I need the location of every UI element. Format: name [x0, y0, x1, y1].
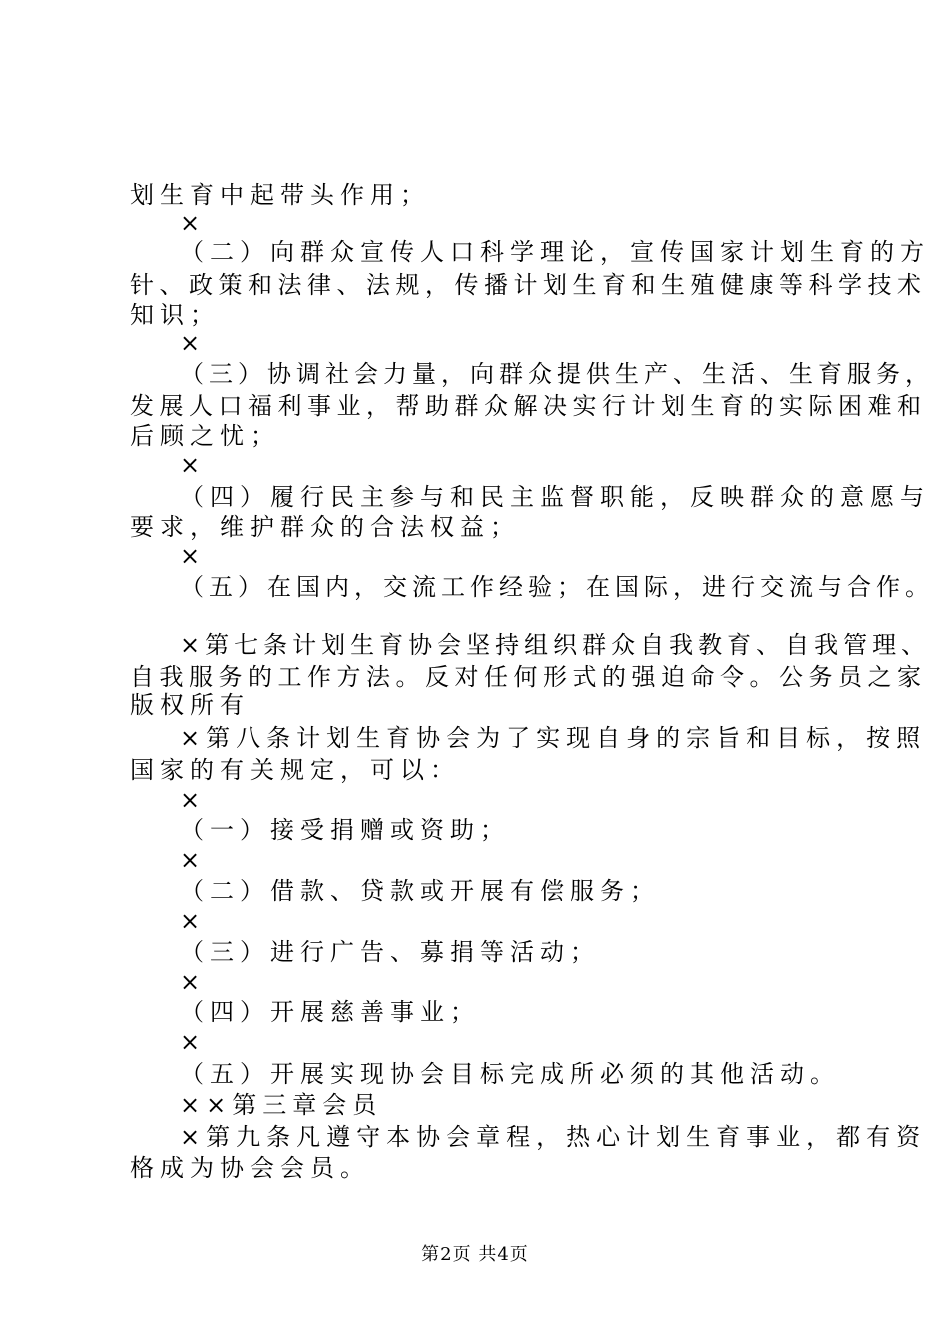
section-heading: ××第三章会员	[180, 1091, 383, 1119]
text-line: （四）开展慈善事业；	[180, 998, 480, 1026]
cross-mark: ×	[180, 451, 201, 479]
text-line: ×第八条计划生育协会为了实现自身的宗旨和目标，按照	[180, 724, 927, 752]
text-line: （二）借款、贷款或开展有偿服务；	[180, 877, 660, 905]
cross-mark: ×	[180, 846, 201, 874]
text-line: 版权所有	[130, 691, 250, 719]
text-line: （三）进行广告、募捐等活动；	[180, 938, 600, 966]
text-line: （五）开展实现协会目标完成所必须的其他活动。	[180, 1060, 840, 1088]
text-line: （五）在国内，交流工作经验；在国际，进行交流与合作。	[180, 573, 934, 601]
text-line: 知识；	[130, 301, 220, 329]
text-line: （四）履行民主参与和民主监督职能，反映群众的意愿与	[180, 483, 930, 511]
text-line: ×第七条计划生育协会坚持组织群众自我教育、自我管理、	[180, 631, 931, 659]
cross-mark: ×	[180, 1028, 201, 1056]
text-line: 划生育中起带头作用；	[130, 181, 430, 209]
text-line: 要求，维护群众的合法权益；	[130, 513, 520, 541]
text-line: 格成为协会会员。	[130, 1154, 370, 1182]
text-line: ×第九条凡遵守本协会章程，热心计划生育事业，都有资	[180, 1123, 927, 1151]
text-line: （一）接受捐赠或资助；	[180, 816, 510, 844]
cross-mark: ×	[180, 907, 201, 935]
page-number-footer: 第2页 共4页	[421, 1244, 529, 1265]
cross-mark: ×	[180, 329, 201, 357]
text-line: （二）向群众宣传人口科学理论，宣传国家计划生育的方	[180, 238, 930, 266]
text-line: 后顾之忧；	[130, 422, 280, 450]
cross-mark: ×	[180, 968, 201, 996]
cross-mark: ×	[180, 542, 201, 570]
text-line: 针、政策和法律、法规，传播计划生育和生殖健康等科学技术	[130, 271, 927, 299]
cross-mark: ×	[180, 786, 201, 814]
text-line: 发展人口福利事业，帮助群众解决实行计划生育的实际困难和	[130, 392, 927, 420]
text-line: 国家的有关规定，可以：	[130, 756, 460, 784]
text-line: （三）协调社会力量，向群众提供生产、生活、生育服务，	[180, 360, 934, 388]
cross-mark: ×	[180, 209, 201, 237]
text-line: 自我服务的工作方法。反对任何形式的强迫命令。公务员之家	[130, 663, 927, 691]
